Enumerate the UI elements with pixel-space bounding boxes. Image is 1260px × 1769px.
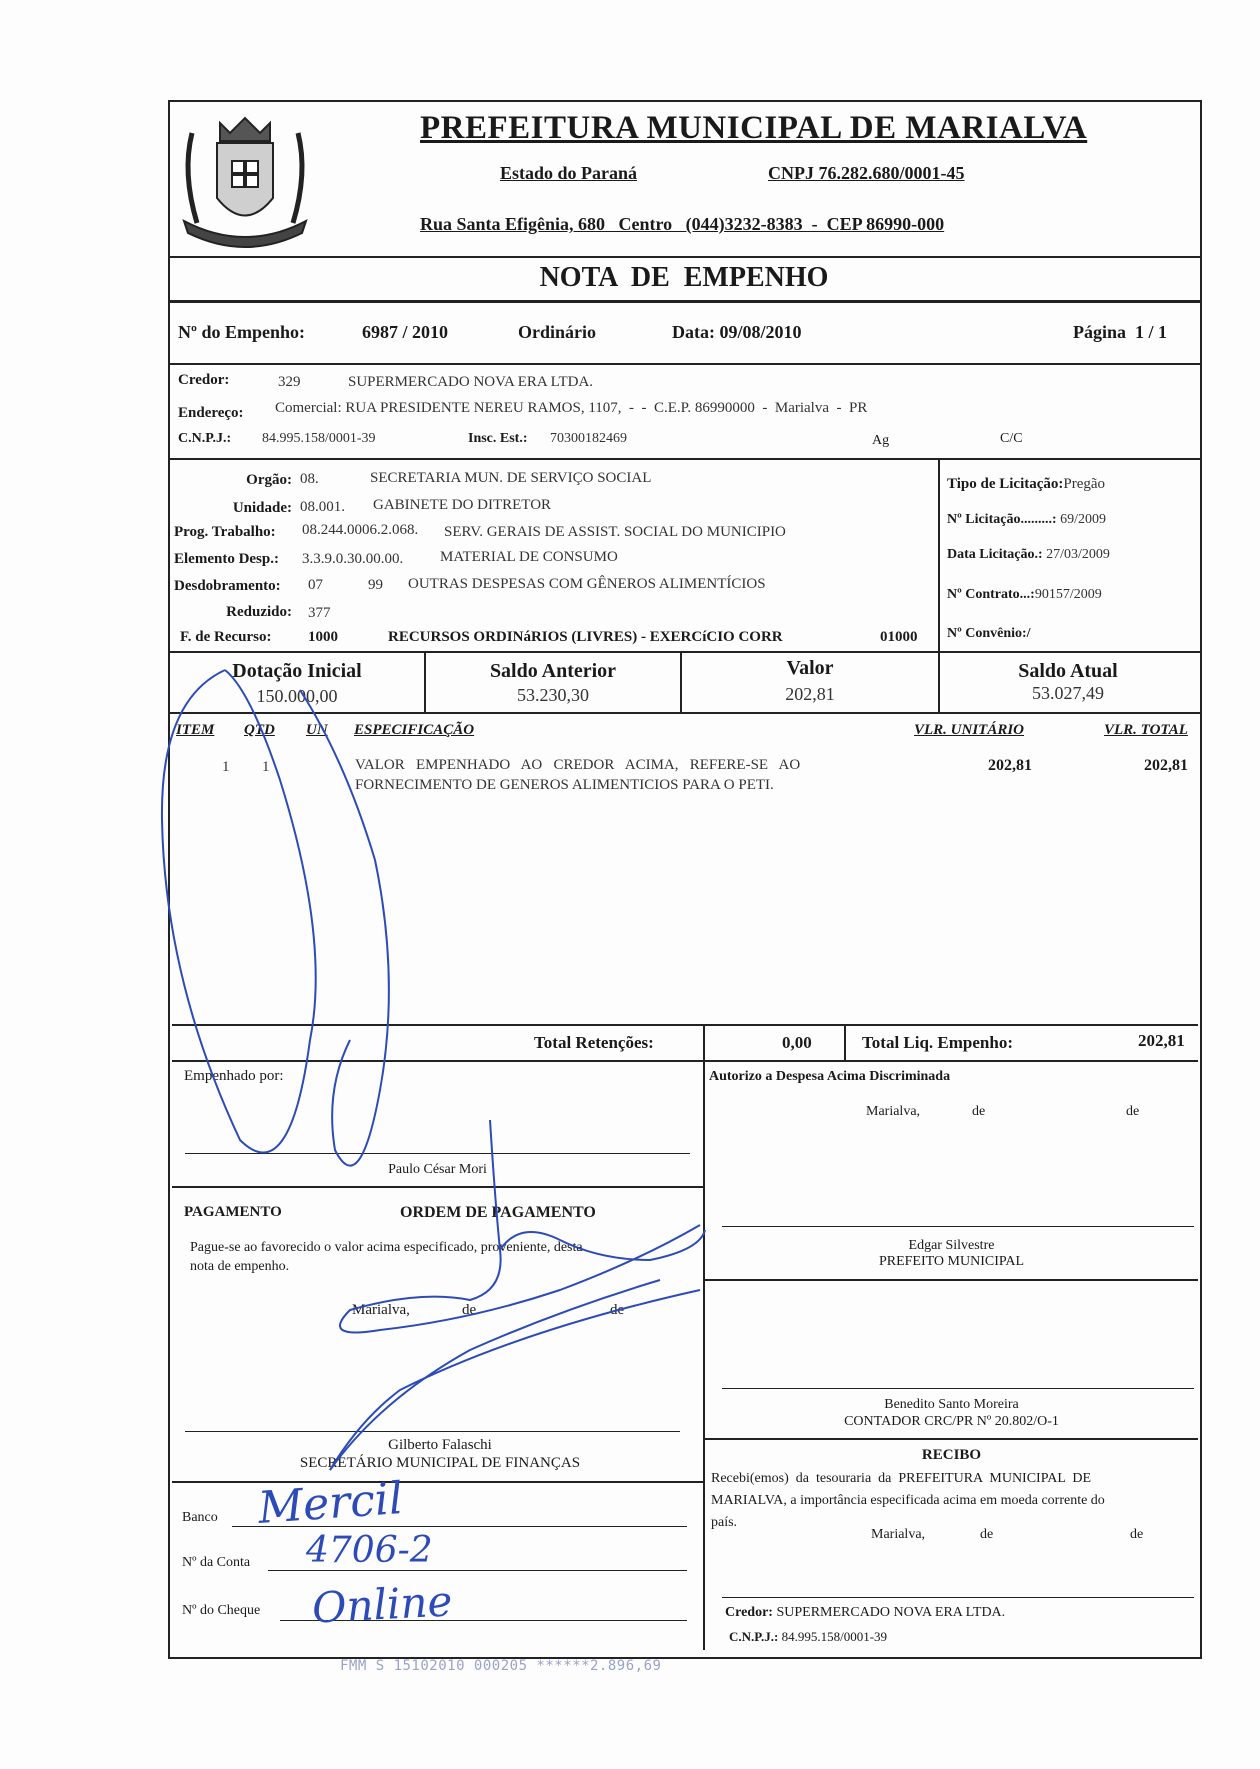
total-liq-label: Total Liq. Empenho: [862,1033,1013,1052]
recibo-cnpj-label: C.N.P.J.: [729,1629,779,1644]
secretario-name: Gilberto Falaschi [388,1437,492,1453]
table-row-qtd: 1 [262,759,270,775]
insc-label: Insc. Est.: [468,431,528,446]
col-header-especificacao: ESPECIFICAÇÃO [354,722,475,738]
dotacao-inicial-value: 150.000,00 [256,686,338,706]
reduzido-value: 377 [308,605,331,621]
prog-label: Prog. Trabalho: [174,524,276,540]
secretario-title: SECRETÁRIO MUNICIPAL DE FINANÇAS [299,1455,581,1471]
reduzido-label: Reduzido: [226,604,292,620]
pagamento-text-line1: Pague-se ao favorecido o valor acima especificado, proveniente, desta [190,1240,583,1255]
col-header-vlr-total: VLR. TOTAL [1104,722,1188,738]
prog-code: 08.244.0006.2.068. [302,522,419,538]
recibo-text-line2: MARIALVA, a importância especificada acima em moeda corrente do [711,1493,1105,1508]
total-liq-value: 202,81 [1138,1031,1185,1050]
dotacao-inicial-label: Dotação Inicial [232,660,362,682]
desdobramento-name: OUTRAS DESPESAS COM GÊNEROS ALIMENTÍCIOS [408,576,766,592]
total-retencoes-value: 0,00 [782,1033,812,1052]
col-header-vlr-unitario: VLR. UNITÁRIO [914,722,1025,738]
empenhado-por-name: Paulo César Mori [388,1162,487,1177]
ordem-pagamento-label: ORDEM DE PAGAMENTO [400,1204,596,1221]
num-licitacao [947,512,1106,528]
recibo-cnpj [729,1629,887,1645]
bank-stamp: FMM S 15102010 000205 ******2.896,69 [340,1658,662,1674]
prefeito-title: PREFEITO MUNICIPAL [878,1254,1025,1269]
credor-address: Comercial: RUA PRESIDENTE NEREU RAMOS, 1107, - - C.E.P. 86990000 - Marialva - PR [275,400,868,416]
desdobramento-label: Desdobramento: [174,578,281,594]
handwritten-cheque: Online [310,1576,454,1633]
credor-code: 329 [278,374,301,390]
prog-name: SERV. GERAIS DE ASSIST. SOCIAL DO MUNICIPIO [444,524,786,540]
empenho-number: 6987 / 2010 [362,322,449,342]
saldo-atual-value: 53.027,49 [1032,683,1104,703]
banco-label: Banco [182,1510,218,1525]
conta-label: Nº da Conta [182,1555,251,1570]
table-row-unit-value: 202,81 [988,757,1032,774]
header-cnpj: CNPJ 76.282.680/0001-45 [768,163,965,183]
saldo-anterior-label: Saldo Anterior [489,660,617,682]
recibo-text-line1: Recebi(emos) da tesouraria da PREFEITURA MUNICIPAL DE [711,1471,1092,1486]
elemento-code: 3.3.9.0.30.00.00. [302,551,404,567]
recibo-credor-name: SUPERMERCADO NOVA ERA LTDA. [776,1605,1006,1620]
handwritten-banco: Mercil [256,1473,405,1534]
orgao-code: 08. [300,471,319,487]
fonte-code: 1000 [308,629,338,645]
handwritten-conta: 4706-2 [306,1530,433,1571]
page-indicator: Página 1 / 1 [1073,322,1168,342]
tipo-licitacao-label [947,476,1105,493]
unidade-code: 08.001. [300,499,345,515]
autorizo-de2: de [1126,1104,1140,1119]
prefeito-name: Edgar Silvestre [908,1238,995,1253]
contrato [947,587,1102,603]
data-licitacao-value: 27/03/2009 [1046,547,1110,562]
cnpj-label: C.N.P.J.: [178,431,232,446]
document-title: NOTA DE EMPENHO [539,262,829,293]
recibo-de2: de [1130,1527,1144,1542]
cc-label: C/C [1000,431,1023,446]
desdobramento-code: 07 [308,577,323,593]
num-licitacao-value: 69/2009 [1060,512,1106,527]
col-header-item: ITEM [176,722,215,738]
contador-name: Benedito Santo Moreira [884,1397,1019,1412]
coat-of-arms-logo [172,103,318,251]
num-licitacao-label: Nº Licitação.........: [947,512,1057,527]
saldo-anterior-value: 53.230,30 [517,685,589,705]
orgao-label: Orgão: [246,472,292,488]
pagamento-place: Marialva, [352,1302,410,1318]
valor-value: 202,81 [785,684,835,704]
unidade-label: Unidade: [232,500,292,516]
unidade-name: GABINETE DO DITRETOR [373,497,552,513]
col-header-qtd: QTD [244,722,275,738]
fonte-label: F. de Recurso: [180,629,272,645]
recibo-text-line3: país. [711,1515,738,1530]
credor-name: SUPERMERCADO NOVA ERA LTDA. [348,374,594,390]
pagamento-de1: de [462,1302,477,1318]
fonte-name: RECURSOS ORDINáRIOS (LIVRES) - EXERCíCIO CORR [388,629,783,645]
elemento-name: MATERIAL DE CONSUMO [440,549,618,565]
tipo-licitacao-value: Pregão [1063,476,1106,492]
header-address: Rua Santa Efigênia, 680 Centro (044)3232-8383 - CEP 86990-000 [420,214,945,234]
insc-value: 70300182469 [550,431,627,446]
ag-label: Ag [872,433,890,448]
desdobramento-code2: 99 [368,577,383,593]
tipo-licitacao-label-text: Tipo de Licitação: [947,476,1064,492]
contador-title: CONTADOR CRC/PR Nº 20.802/O-1 [844,1414,1059,1429]
cheque-label: Nº do Cheque [182,1603,261,1618]
autorizo-place: Marialva, [866,1104,921,1119]
pagamento-label: PAGAMENTO [184,1204,282,1220]
table-row-spec-line2: FORNECIMENTO DE GENEROS ALIMENTICIOS PARA O PETI. [355,777,774,793]
table-row-item: 1 [222,759,230,775]
fonte-number: 01000 [880,629,918,645]
table-row-total-value: 202,81 [1144,757,1188,774]
orgao-name: SECRETARIA MUN. DE SERVIÇO SOCIAL [370,470,652,486]
state-label: Estado do Paraná [500,163,638,183]
col-header-un: UN [306,722,328,738]
valor-label: Valor [786,657,834,679]
autorizo-de1: de [972,1104,986,1119]
empenho-date: Data: 09/08/2010 [672,322,802,342]
credor-label: Credor: [178,372,230,388]
recibo-title: RECIBO [921,1447,982,1463]
credor-cnpj: 84.995.158/0001-39 [262,431,376,446]
empenho-type: Ordinário [518,322,597,342]
recibo-credor-label: Credor: [725,1605,773,1620]
elemento-label: Elemento Desp.: [174,551,279,567]
municipality-title: PREFEITURA MUNICIPAL DE MARIALVA [420,110,1088,146]
data-licitacao [947,547,1110,563]
empenho-label: Nº do Empenho: [178,322,305,342]
data-licitacao-label: Data Licitação.: [947,547,1043,562]
saldo-atual-label: Saldo Atual [1018,660,1118,682]
autorizo-label: Autorizo a Despesa Acima Discriminada [709,1069,951,1084]
endereco-label: Endereço: [178,405,244,421]
recibo-de1: de [980,1527,994,1542]
convenio-label: Nº Convênio:/ [947,626,1031,641]
recibo-cnpj-value: 84.995.158/0001-39 [781,1629,888,1644]
contrato-label: Nº Contrato...: [947,587,1035,602]
total-retencoes-label: Total Retenções: [534,1033,654,1052]
empenhado-por-label: Empenhado por: [184,1068,284,1084]
recibo-place: Marialva, [871,1527,926,1542]
recibo-credor [725,1605,1005,1621]
pagamento-de2: de [610,1302,625,1318]
pagamento-text-line2: nota de empenho. [190,1259,290,1274]
table-row-spec-line1: VALOR EMPENHADO AO CREDOR ACIMA, REFERE-SE AO [355,757,801,773]
contrato-value: 90157/2009 [1034,587,1102,602]
